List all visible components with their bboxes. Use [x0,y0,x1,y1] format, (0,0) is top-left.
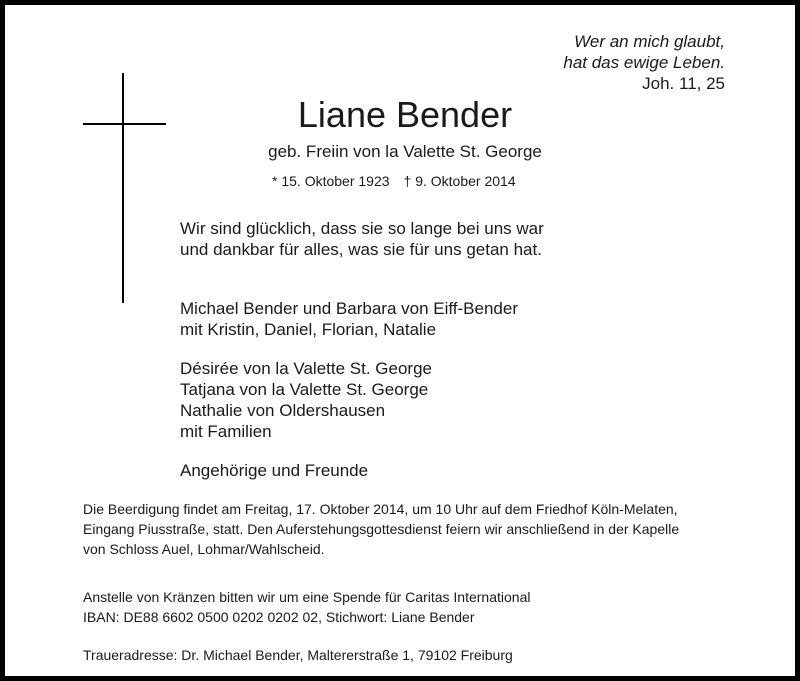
mourner-line: mit Kristin, Daniel, Florian, Natalie [180,320,437,339]
mourner-line: Désirée von la Valette St. George [180,359,432,378]
funeral-line: Eingang Piusstraße, statt. Den Auferstehungsgottesdienst feiern wir anschließend in der Kapelle [83,521,680,537]
donation-line: Anstelle von Kränzen bitten wir um eine Spende für Caritas International [83,589,531,605]
verse-line-2: hat das ewige Leben. [563,53,725,72]
mourners-group-3: Angehörige und Freunde [180,461,369,480]
memorial-quote [180,218,544,260]
birth-date: * 15. Oktober 1923 [272,173,390,189]
mourner-line: Tatjana von la Valette St. George [180,380,429,399]
mourners-group-1 [180,298,518,340]
quote-line: und dankbar für alles, was sie für uns getan hat. [180,240,542,259]
death-date: † 9. Oktober 2014 [403,173,516,189]
mourning-address: Traueradresse: Dr. Michael Bender, Maltererstraße 1, 79102 Freiburg [83,647,513,663]
verse-reference: Joh. 11, 25 [642,74,725,93]
deceased-name: Liane Bender [297,94,513,135]
mourner-line: Nathalie von Oldershausen [180,401,386,420]
mourner-line: Michael Bender und Barbara von Eiff-Bender [180,299,518,318]
donation-request [83,587,530,627]
quote-line: Wir sind glücklich, dass sie so lange bei uns war [180,219,544,238]
bible-verse [563,31,725,94]
verse-line-1: Wer an mich glaubt, [574,32,725,51]
mourner-line: mit Familien [180,422,272,441]
funeral-line: von Schloss Auel, Lohmar/Wahlscheid. [83,541,325,557]
funeral-line: Die Beerdigung findet am Freitag, 17. Oktober 2014, um 10 Uhr auf dem Friedhof Köln-Melaten, [83,501,678,517]
mourners-group-2 [180,358,432,442]
life-dates [272,172,516,190]
funeral-details [83,499,679,559]
donation-line: IBAN: DE88 6602 0500 0202 0202 02, Stichwort: Liane Bender [83,609,475,625]
maiden-name: geb. Freiin von la Valette St. George [268,142,542,161]
